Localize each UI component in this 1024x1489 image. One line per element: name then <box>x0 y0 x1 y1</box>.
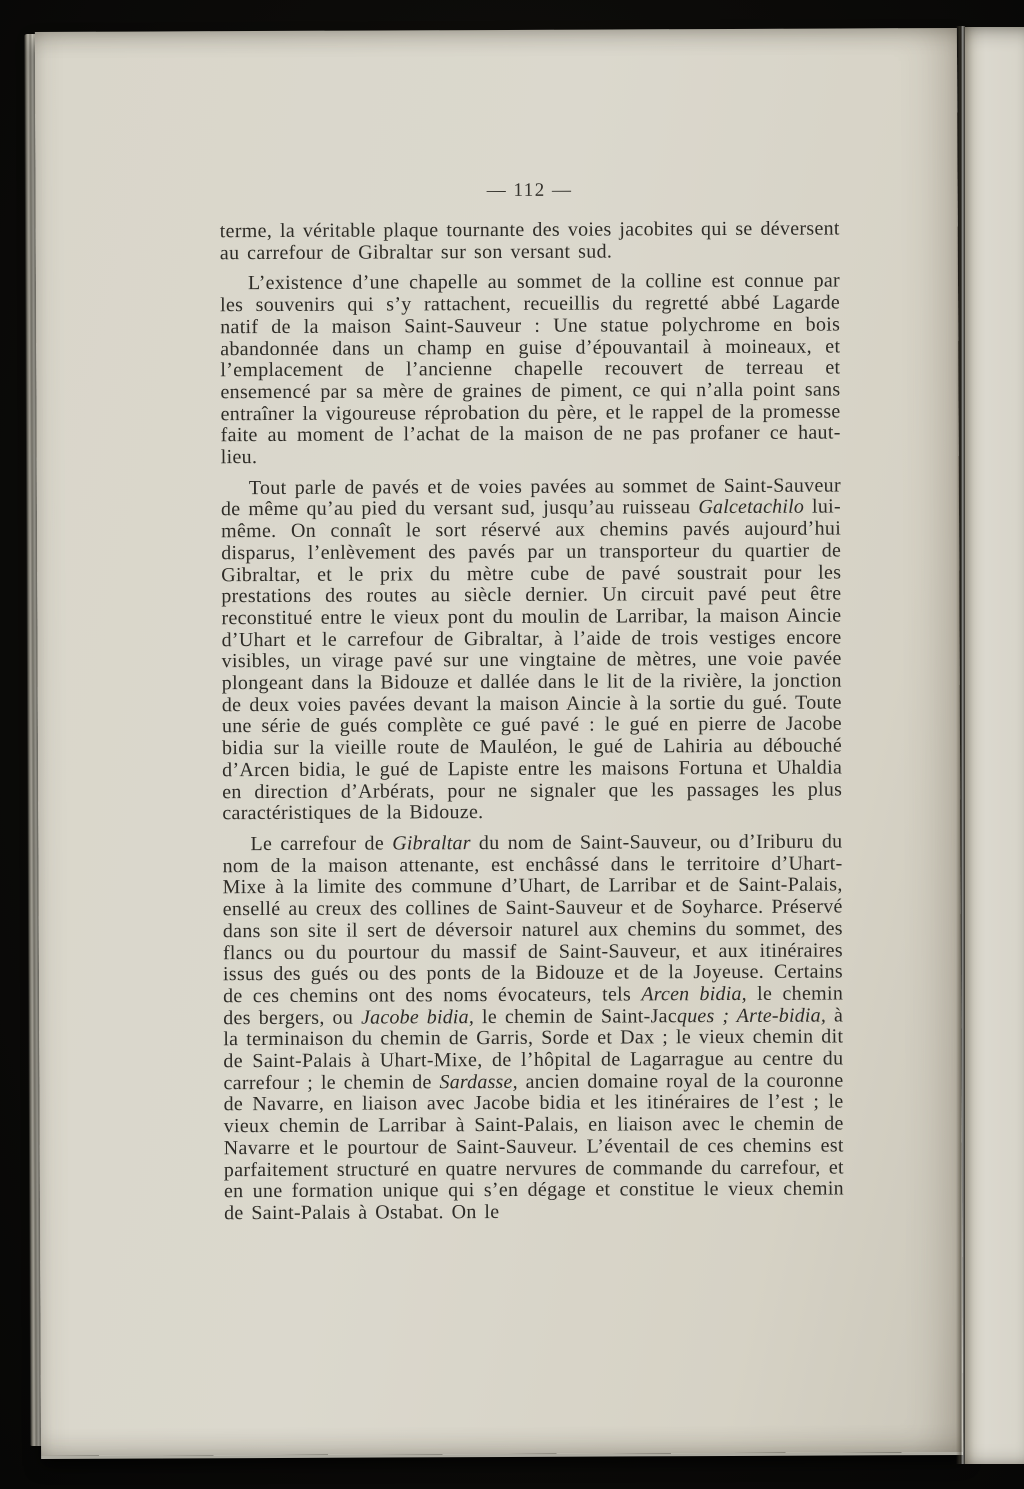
paragraph-text: L’existence d’une chapelle au sommet de la colline est connue par les souvenirs qui s’y rattachent, recueillis du regretté abbé Lagarde natif de la maison Saint-Sauveur : Une statue polychrome en bois abandonnée dans un champ en guise d’épouvantail à moineaux, et l’emplacement de l’ancienne chapelle recouvert de terreau et ensemencé par sa mère de graines de piment, ce qui n’alla point sans entraîner la vigoureuse réprobation du père, et le rappel de la promesse faite au moment de l’achat de la maison de ne pas profaner ce haut-lieu. <box>220 269 841 469</box>
paragraph <box>220 271 841 469</box>
paragraph <box>220 219 840 265</box>
paragraph-text: terme, la véritable plaque tournante des voies jacobites qui se déversent au carrefour de Gibraltar sur son versant sud. <box>219 217 840 264</box>
paragraph-text: le chemin de Saint-Jac <box>474 1004 678 1028</box>
italic-place-name: Jacobe bidia, <box>361 1005 475 1029</box>
paragraph-text: Le carrefour de <box>250 832 393 856</box>
page-number: — 112 — <box>486 179 573 202</box>
italic-place-name: ques ; Arte-bidia, <box>676 1004 827 1027</box>
italic-place-name: Galcetachilo <box>698 496 805 519</box>
italic-place-name: Gibraltar <box>392 832 471 855</box>
book-gutter-crease <box>956 26 965 1464</box>
paragraph-text: le chemin des bergers, ou <box>223 982 844 1029</box>
book-page <box>35 28 963 1456</box>
italic-place-name: Sardasse, <box>439 1070 518 1093</box>
paragraph <box>222 831 844 1224</box>
italic-place-name: Arcen bidia, <box>641 982 747 1006</box>
facing-page-edge <box>965 27 1024 1464</box>
paragraph-text: lui-même. On connaît le sort réservé aux chemins pavés aujourd’hui disparus, l’enlèvement des pavés par un transporteur du quartier de Gibraltar, et le prix du mètre cube de pavé soustrait pour les prestations des routes au siècle dernier. Un circuit pavé peut être reconstitué entre le vieux pont du moulin de Larribar, la maison Aincie d’Uhart et le carrefour de Gibraltar, à l’aide de trois vestiges encore visibles, un virage pavé sur une vingtaine de mètres, une voie pavée plongeant dans la Bidouze et dallée dans le lit de la rivière, la jonction de deux voies pavées devant la maison Aincie à la sortie du gué. Toute une série de gués complète ce gué pavé : le gué en pierre de Jacobe bidia sur la vieille route de Mauléon, le gué de Lahiria au débouché d’Arcen bidia, le gué de Lapiste entre les maisons Fortuna et Uhaldia en direction d’Arbérats, pour ne signaler que les passages les plus caractéristiques de la Bidouze. <box>221 495 843 825</box>
paragraph-text: du nom de Saint-Sauveur, ou d’Iriburu du nom de la maison attenante, est enchâssé dans le territoire d’Uhart-Mixe à la limite des commune d’Uhart, de Larribar et de Saint-Palais, ensellé au creux des collines de Saint-Sauveur et de Soyharce. Préservé dans son site il sert de déversoir naturel aux chemins du sommet, des flancs ou du pourtour du massif de Saint-Sauveur, et aux itinéraires issus des gués ou des ponts de la Bidouze et de la Joyeuse. Certains de ces chemins ont des noms évocateurs, tels <box>222 830 844 1008</box>
paragraph-text: ancien domaine royal de la couronne de Navarre, en liaison avec Jacobe bidia et les itinéraires de l’est ; le vieux chemin de Larribar à Saint-Palais, en liaison avec le chemin de Navarre et le pourtour de Saint-Sauveur. L’éventail de ces chemins est parfaitement structuré en quatre nervures de commande du carrefour, et en une formation unique qui s’en dégage et constitue le vieux chemin de Saint-Palais à Ostabat. On le <box>223 1069 845 1225</box>
paragraph <box>221 475 843 825</box>
paragraph-text: à la terminaison du chemin de Garris, Sorde et Dax ; le vieux chemin dit de Saint-Palais à Uhart-Mixe, de l’hôpital de Lagarrague au centre du carrefour ; le chemin de <box>223 1004 844 1094</box>
text-block <box>220 219 844 1225</box>
paragraph-text: Tout parle de pavés et de voies pavées au sommet de Saint-Sauveur de même qu’au pied du versant sud, jusqu’au ruisseau <box>220 474 841 521</box>
